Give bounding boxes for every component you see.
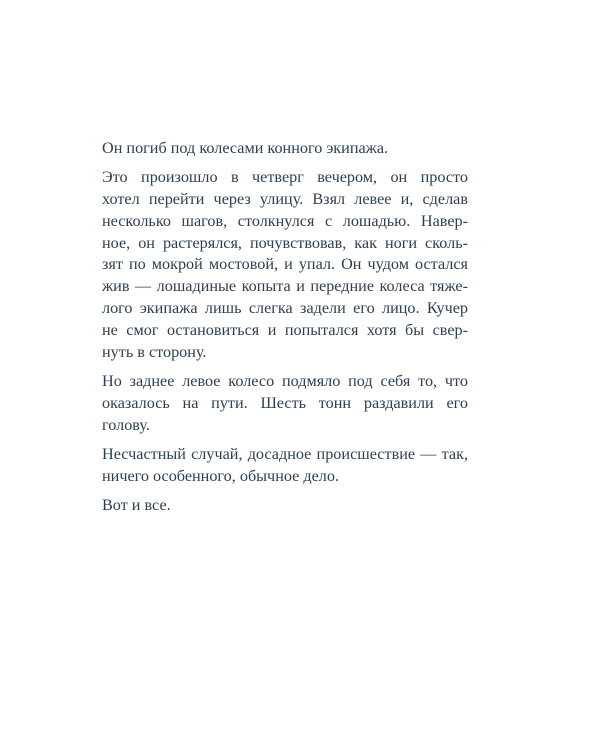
text-line: Он погиб под колесами конного экипажа.	[102, 139, 389, 157]
paragraph-2	[102, 167, 468, 363]
text-line: нуть в сторону.	[102, 342, 207, 361]
book-page-text	[102, 138, 468, 524]
paragraph-1	[102, 138, 468, 160]
text-line: Несчастный случай, досадное происшествие — так,	[102, 444, 468, 463]
paragraph-3	[102, 371, 468, 436]
text-line: Но заднее левое колесо подмяло под себя то, что	[102, 371, 468, 390]
text-line: зят по мокрой мостовой, и упал. Он чудом остался	[102, 255, 468, 274]
text-line: оказалось на пути. Шесть тонн раздавили его	[102, 393, 468, 412]
text-line: не смог остановиться и попытался хотя бы свер-	[102, 320, 468, 339]
text-line: хотел перейти через улицу. Взял левее и, сделав	[102, 190, 468, 209]
paragraph-5	[102, 495, 468, 517]
text-line: жив — лошадиные копыта и передние колеса тяже-	[102, 277, 468, 296]
text-line: голову.	[102, 415, 150, 434]
paragraph-4	[102, 444, 468, 488]
text-line: несколько шагов, столкнулся с лошадью. Навер-	[102, 211, 468, 230]
text-line: лого экипажа лишь слегка задели его лицо. Кучер	[102, 299, 468, 318]
text-line: Это произошло в четверг вечером, он просто	[102, 168, 468, 187]
text-line: ничего особенного, обычное дело.	[102, 466, 340, 485]
text-line: ное, он растерялся, почувствовав, как ноги сколь-	[102, 233, 468, 252]
text-line: Вот и все.	[102, 495, 171, 514]
